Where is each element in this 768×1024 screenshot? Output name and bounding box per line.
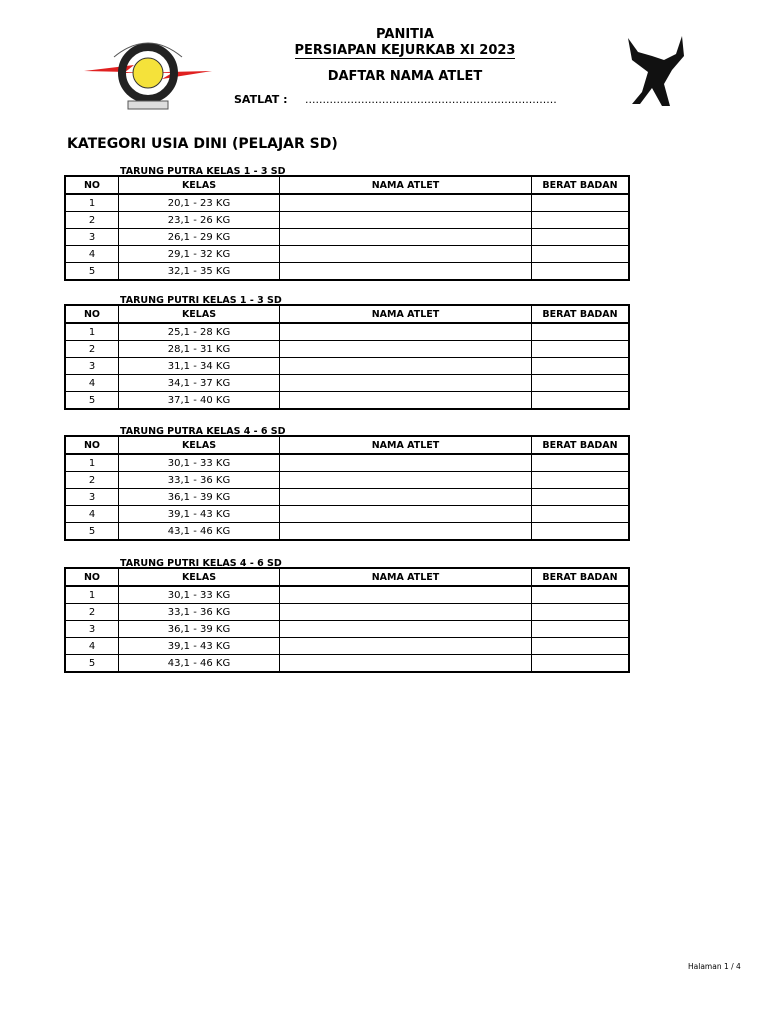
satlat-field[interactable]: ........................................................................ (305, 93, 557, 106)
section-title: TARUNG PUTRA KELAS 1 - 3 SD (120, 166, 286, 177)
row-kelas: 28,1 - 31 KG (119, 341, 280, 358)
berat-badan-cell[interactable] (532, 604, 630, 621)
nama-atlet-cell[interactable] (280, 523, 532, 541)
berat-badan-cell[interactable] (532, 358, 630, 375)
row-no: 1 (65, 586, 119, 604)
row-kelas: 36,1 - 39 KG (119, 621, 280, 638)
table-row (65, 454, 629, 472)
row-no: 5 (65, 392, 119, 410)
table-row (65, 229, 629, 246)
nama-atlet-cell[interactable] (280, 621, 532, 638)
table-row (65, 655, 629, 673)
table-row (65, 489, 629, 506)
berat-badan-cell[interactable] (532, 638, 630, 655)
berat-badan-cell[interactable] (532, 586, 630, 604)
row-no: 4 (65, 375, 119, 392)
nama-atlet-cell[interactable] (280, 454, 532, 472)
berat-badan-cell[interactable] (532, 246, 630, 263)
nama-atlet-cell[interactable] (280, 472, 532, 489)
table-row (65, 263, 629, 281)
athlete-table (64, 304, 630, 410)
nama-atlet-cell[interactable] (280, 586, 532, 604)
nama-atlet-cell[interactable] (280, 358, 532, 375)
table-header (65, 176, 629, 194)
weight-class-section (64, 559, 630, 673)
berat-badan-cell[interactable] (532, 194, 630, 212)
row-kelas: 33,1 - 36 KG (119, 604, 280, 621)
berat-badan-cell[interactable] (532, 506, 630, 523)
row-no: 4 (65, 246, 119, 263)
col-kelas-header: KELAS (119, 568, 280, 586)
berat-badan-cell[interactable] (532, 472, 630, 489)
nama-atlet-cell[interactable] (280, 506, 532, 523)
berat-badan-cell[interactable] (532, 489, 630, 506)
athlete-table (64, 175, 630, 281)
row-no: 2 (65, 212, 119, 229)
row-kelas: 29,1 - 32 KG (119, 246, 280, 263)
berat-badan-cell[interactable] (532, 229, 630, 246)
col-berat-badan-header: BERAT BADAN (532, 568, 630, 586)
row-no: 2 (65, 341, 119, 358)
row-no: 3 (65, 489, 119, 506)
table-row (65, 323, 629, 341)
row-kelas: 23,1 - 26 KG (119, 212, 280, 229)
nama-atlet-cell[interactable] (280, 341, 532, 358)
col-nama-atlet-header: NAMA ATLET (280, 568, 532, 586)
row-no: 1 (65, 454, 119, 472)
title-event-text: PERSIAPAN KEJURKAB XI 2023 (294, 43, 516, 58)
table-row (65, 246, 629, 263)
row-kelas: 37,1 - 40 KG (119, 392, 280, 410)
nama-atlet-cell[interactable] (280, 375, 532, 392)
row-no: 1 (65, 323, 119, 341)
table-row (65, 638, 629, 655)
row-kelas: 31,1 - 34 KG (119, 358, 280, 375)
table-row (65, 392, 629, 410)
col-berat-badan-header: BERAT BADAN (532, 305, 630, 323)
row-kelas: 30,1 - 33 KG (119, 586, 280, 604)
nama-atlet-cell[interactable] (280, 263, 532, 281)
nama-atlet-cell[interactable] (280, 194, 532, 212)
table-row (65, 341, 629, 358)
berat-badan-cell[interactable] (532, 655, 630, 673)
row-kelas: 36,1 - 39 KG (119, 489, 280, 506)
row-kelas: 33,1 - 36 KG (119, 472, 280, 489)
berat-badan-cell[interactable] (532, 375, 630, 392)
weight-class-section (64, 167, 630, 281)
berat-badan-cell[interactable] (532, 341, 630, 358)
nama-atlet-cell[interactable] (280, 246, 532, 263)
nama-atlet-cell[interactable] (280, 229, 532, 246)
col-kelas-header: KELAS (119, 176, 280, 194)
row-kelas: 43,1 - 46 KG (119, 523, 280, 541)
row-kelas: 39,1 - 43 KG (119, 506, 280, 523)
table-row (65, 621, 629, 638)
col-berat-badan-header: BERAT BADAN (532, 176, 630, 194)
row-no: 3 (65, 358, 119, 375)
row-no: 3 (65, 621, 119, 638)
table-row (65, 194, 629, 212)
table-row (65, 358, 629, 375)
table-row (65, 375, 629, 392)
row-kelas: 34,1 - 37 KG (119, 375, 280, 392)
nama-atlet-cell[interactable] (280, 638, 532, 655)
table-row (65, 472, 629, 489)
section-title: TARUNG PUTRI KELAS 1 - 3 SD (120, 295, 282, 306)
nama-atlet-cell[interactable] (280, 392, 532, 410)
berat-badan-cell[interactable] (532, 392, 630, 410)
table-row (65, 586, 629, 604)
nama-atlet-cell[interactable] (280, 604, 532, 621)
section-title: TARUNG PUTRA KELAS 4 - 6 SD (120, 426, 286, 437)
berat-badan-cell[interactable] (532, 621, 630, 638)
table-header (65, 568, 629, 586)
berat-badan-cell[interactable] (532, 323, 630, 341)
row-no: 4 (65, 638, 119, 655)
table-header (65, 436, 629, 454)
row-no: 5 (65, 655, 119, 673)
weight-class-section (64, 296, 630, 410)
col-kelas-header: KELAS (119, 305, 280, 323)
row-kelas: 32,1 - 35 KG (119, 263, 280, 281)
row-kelas: 25,1 - 28 KG (119, 323, 280, 341)
section-title: TARUNG PUTRI KELAS 4 - 6 SD (120, 558, 282, 569)
col-no-header: NO (65, 305, 119, 323)
athlete-table (64, 435, 630, 541)
athlete-table (64, 567, 630, 673)
category-heading: KATEGORI USIA DINI (PELAJAR SD) (67, 136, 338, 152)
row-kelas: 39,1 - 43 KG (119, 638, 280, 655)
row-kelas: 20,1 - 23 KG (119, 194, 280, 212)
col-no-header: NO (65, 176, 119, 194)
title-list: DAFTAR NAMA ATLET (327, 69, 483, 84)
col-no-header: NO (65, 568, 119, 586)
col-berat-badan-header: BERAT BADAN (532, 436, 630, 454)
row-no: 3 (65, 229, 119, 246)
row-no: 5 (65, 523, 119, 541)
col-nama-atlet-header: NAMA ATLET (280, 176, 532, 194)
page-number: Halaman 1 / 4 (688, 962, 741, 971)
row-no: 4 (65, 506, 119, 523)
table-header (65, 305, 629, 323)
berat-badan-cell[interactable] (532, 263, 630, 281)
nama-atlet-cell[interactable] (280, 323, 532, 341)
col-nama-atlet-header: NAMA ATLET (280, 436, 532, 454)
col-kelas-header: KELAS (119, 436, 280, 454)
berat-badan-cell[interactable] (532, 454, 630, 472)
row-no: 5 (65, 263, 119, 281)
nama-atlet-cell[interactable] (280, 212, 532, 229)
martial-artist-figure (618, 32, 694, 108)
table-row (65, 604, 629, 621)
table-row (65, 506, 629, 523)
berat-badan-cell[interactable] (532, 212, 630, 229)
row-no: 2 (65, 604, 119, 621)
row-kelas: 43,1 - 46 KG (119, 655, 280, 673)
nama-atlet-cell[interactable] (280, 655, 532, 673)
row-kelas: 30,1 - 33 KG (119, 454, 280, 472)
weight-class-section (64, 427, 630, 541)
table-row (65, 212, 629, 229)
row-no: 1 (65, 194, 119, 212)
row-kelas: 26,1 - 29 KG (119, 229, 280, 246)
row-no: 2 (65, 472, 119, 489)
satlat-label: SATLAT : (234, 93, 288, 106)
col-nama-atlet-header: NAMA ATLET (280, 305, 532, 323)
berat-badan-cell[interactable] (532, 523, 630, 541)
col-no-header: NO (65, 436, 119, 454)
nama-atlet-cell[interactable] (280, 489, 532, 506)
table-row (65, 523, 629, 541)
title-panitia: PANITIA (376, 27, 434, 42)
